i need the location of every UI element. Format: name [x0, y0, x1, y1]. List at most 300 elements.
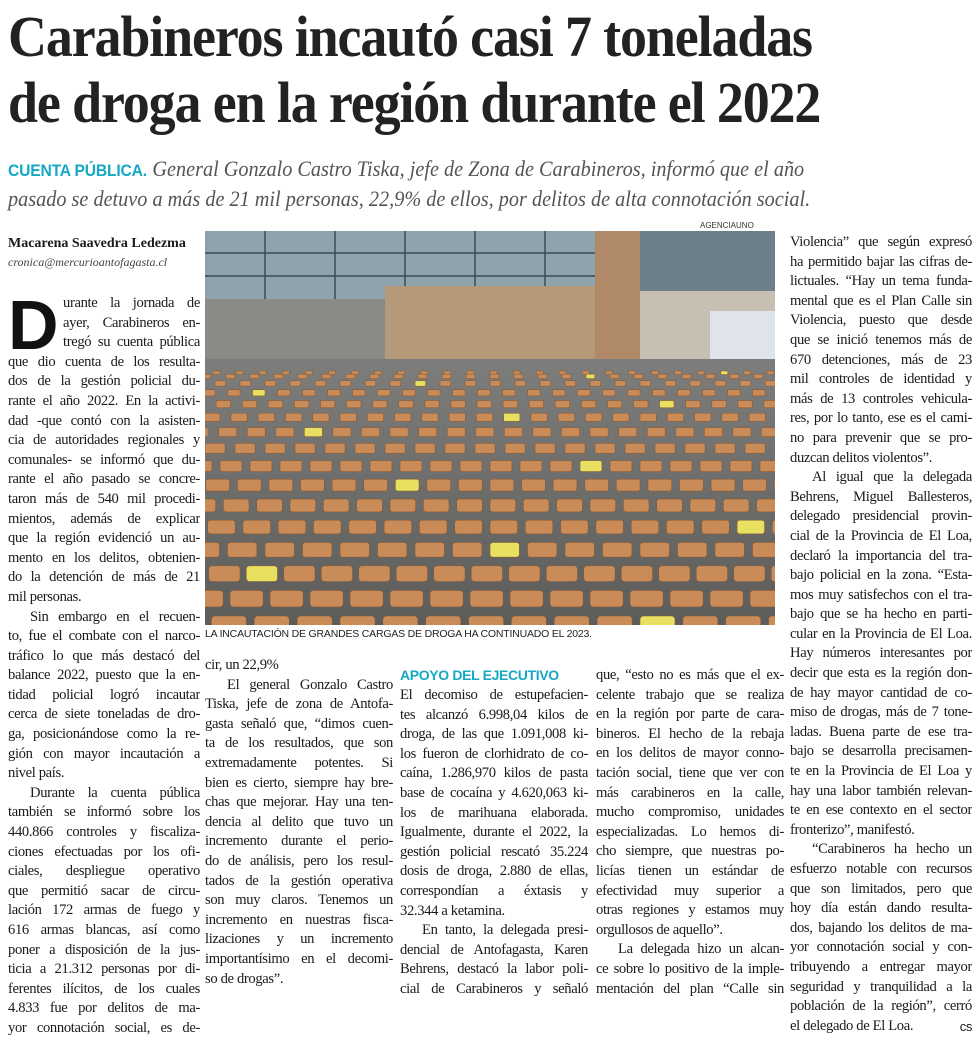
text-line: base de cocaína y 4.620,063 ki-: [400, 784, 588, 801]
drug-package: [757, 499, 775, 512]
drug-package: [767, 371, 774, 375]
drug-package: [558, 413, 574, 421]
drug-package: [400, 461, 422, 472]
drug-package: [710, 590, 743, 607]
text-line: ferentes ilícitos, de los cuales: [8, 980, 200, 997]
drug-package: [395, 413, 411, 421]
drug-package: [415, 443, 435, 453]
drug-package: [640, 413, 656, 421]
text-line: cial de la Provincia de El Loa,: [790, 527, 972, 544]
drug-package: [205, 374, 211, 378]
drug-package: [679, 479, 703, 491]
drug-package: [247, 428, 265, 437]
drug-package: [702, 520, 730, 534]
drug-package: [754, 374, 763, 378]
drug-package: [723, 499, 749, 512]
text-line: rante el año pasado se concre-: [8, 471, 200, 488]
drug-package: [740, 381, 751, 386]
drug-package: [648, 479, 672, 491]
drug-package: [750, 590, 775, 607]
text-line: declaró la importancia del tra-: [790, 547, 972, 564]
drug-package: [685, 443, 705, 453]
drug-package: [550, 590, 583, 607]
drug-package: [753, 390, 766, 396]
drug-package: [253, 390, 266, 396]
text-line: mientos, además de explicar: [8, 510, 200, 527]
drug-package: [298, 374, 307, 378]
drug-package: [469, 616, 504, 625]
drug-package: [205, 542, 219, 557]
drug-package: [578, 390, 591, 396]
text-line: Behrens, Miguel Ballesteros,: [790, 488, 972, 505]
text-line: rante el año 2022. En la activi-: [8, 392, 200, 409]
drug-package: [205, 461, 212, 472]
drug-package: [332, 479, 356, 491]
drug-package: [631, 520, 659, 534]
drug-package: [595, 443, 615, 453]
text-line: Igualmente, durante el 2022, la: [400, 824, 588, 841]
drug-package: [613, 413, 629, 421]
text-line: especializadas. Lo hemos di-: [596, 823, 784, 840]
drug-package: [445, 443, 465, 453]
drug-package: [478, 390, 491, 396]
drug-package: [297, 616, 332, 625]
drug-package: [470, 590, 503, 607]
article-column-5: [790, 233, 972, 1036]
author-name: Macarena Saavedra Ledezma: [8, 236, 186, 251]
drug-package: [590, 590, 623, 607]
drug-package: [630, 590, 663, 607]
article-photo: [205, 231, 775, 625]
drug-package: [395, 479, 419, 491]
drug-package: [665, 381, 676, 386]
drug-package: [520, 461, 542, 472]
drug-package: [268, 401, 282, 408]
drug-package: [440, 381, 451, 386]
drug-package: [434, 566, 465, 582]
drug-package: [753, 542, 776, 557]
text-line: 32.344 a ketamina.: [400, 902, 505, 919]
drug-package: [749, 413, 765, 421]
drug-package: [715, 443, 735, 453]
text-line: delegado presidencial provin-: [790, 508, 972, 525]
text-line: comunales- se informó que du-: [8, 451, 200, 468]
text-line: El general Gonzalo Castro: [227, 676, 393, 693]
text-line: que son limitados, pero que: [790, 880, 972, 897]
text-line: más carabineros en la calle,: [596, 784, 784, 801]
text-line: Sin embargo en el recuen-: [30, 608, 200, 625]
drug-package: [243, 520, 271, 534]
text-line: bineros. El hecho de la rebaja: [596, 725, 784, 742]
drug-package: [476, 428, 494, 437]
drug-package: [237, 479, 261, 491]
drug-package: [633, 401, 647, 408]
text-line: mental que es el Plan Calle sin: [790, 292, 972, 309]
drug-package: [690, 499, 716, 512]
drug-package: [373, 401, 387, 408]
drug-package: [562, 374, 571, 378]
lead-line-1: General Gonzalo Castro Tiska, jefe de Zona de Carabineros, informó que el año: [152, 156, 805, 181]
drug-package: [490, 381, 501, 386]
text-line: gasta señaló que, “dimos cuen-: [205, 715, 393, 732]
drug-package: [240, 381, 251, 386]
text-line: seguridad y tranquilidad a la: [790, 978, 972, 995]
drug-package: [610, 374, 619, 378]
drug-package: [284, 566, 315, 582]
headline-line-1: Carabineros incautó casi 7 toneladas: [8, 4, 812, 69]
drug-package: [457, 499, 483, 512]
drug-package: [265, 381, 276, 386]
drug-package: [490, 461, 512, 472]
drug-package: [510, 590, 543, 607]
drug-package: [584, 566, 615, 582]
drug-package: [726, 616, 761, 625]
drug-package: [540, 381, 551, 386]
drug-package: [205, 590, 223, 607]
text-line: esfuerzo notable con recursos: [790, 861, 972, 877]
drug-package: [399, 401, 413, 408]
drug-package: [313, 413, 329, 421]
drug-package: [503, 390, 516, 396]
photo-caption: LA INCAUTACIÓN DE GRANDES CARGAS DE DROGA HA CONTINUADO EL 2023.: [205, 628, 592, 640]
drug-package: [415, 542, 444, 557]
drug-package: [628, 371, 635, 375]
drug-package: [209, 566, 240, 582]
photo-credit: AGENCIAUNO: [700, 221, 754, 230]
drug-package: [658, 374, 667, 378]
drug-package: [490, 479, 514, 491]
drug-package: [607, 401, 621, 408]
drug-package: [764, 401, 775, 408]
drug-package: [505, 443, 525, 453]
text-line: El decomiso de estupefacien-: [400, 687, 588, 703]
drug-package: [211, 616, 246, 625]
drug-package: [655, 443, 675, 453]
drug-package: [384, 520, 412, 534]
text-line: cular en la Provincia de El Loa.: [790, 625, 972, 642]
text-line: efectividad muy superior a: [596, 882, 784, 899]
text-line: decir que esta es la región don-: [790, 665, 972, 682]
drug-package: [623, 499, 649, 512]
text-line: hay una labor también relevan-: [790, 782, 972, 799]
lead-kicker: CUENTA PÚBLICA.: [8, 161, 147, 180]
drug-package: [228, 542, 257, 557]
drug-package: [396, 566, 427, 582]
drug-package: [553, 479, 577, 491]
text-line: En tanto, la delegada presi-: [422, 922, 588, 939]
drug-package: [361, 428, 379, 437]
text-line: correspondían a éxtasis y: [400, 882, 588, 899]
drug-package: [621, 566, 652, 582]
drug-package: [278, 390, 291, 396]
drug-package: [765, 381, 775, 386]
drug-package: [733, 428, 751, 437]
drug-package: [355, 443, 375, 453]
drug-package: [712, 401, 726, 408]
drug-package: [514, 374, 523, 378]
byline: [8, 236, 203, 270]
drug-package: [529, 401, 543, 408]
drug-package: [323, 499, 349, 512]
drug-package: [703, 390, 716, 396]
drug-package: [276, 428, 294, 437]
text-line: dos de la gestión policial du-: [8, 373, 200, 390]
drug-package: [328, 390, 341, 396]
text-line: son muy claros. Tenemos un: [205, 892, 393, 909]
text-line: mil controles de identidad y: [790, 371, 972, 388]
drug-package: [394, 374, 403, 378]
drug-package: [220, 461, 242, 472]
drug-package: [349, 520, 377, 534]
drug-package: [769, 616, 775, 625]
drug-package: [290, 381, 301, 386]
text-line: tación social, tiene que ver con: [596, 764, 784, 781]
text-line: Tiska, jefe de zona de Antofa-: [205, 696, 393, 713]
end-mark-icon: cs: [959, 1018, 972, 1034]
text-line: cerca de siete toneladas de dro-: [8, 706, 200, 723]
drug-package: [715, 542, 744, 557]
drug-package: [206, 479, 230, 491]
text-line: los fueron de clorhidrato de co-: [400, 745, 588, 762]
drug-package: [509, 566, 540, 582]
drug-package: [590, 428, 608, 437]
drug-package: [418, 374, 427, 378]
text-line: bajo que se ha hecho en parti-: [790, 606, 972, 623]
drug-package: [490, 542, 519, 557]
text-line: ha permitido bajar las cifras de-: [790, 253, 972, 270]
text-line: extremadamente potentes. Si: [205, 754, 393, 771]
drug-package: [325, 443, 345, 453]
drug-package: [682, 374, 691, 378]
drug-package: [590, 381, 601, 386]
drug-package: [565, 443, 585, 453]
drug-package: [555, 401, 569, 408]
drug-package: [610, 461, 632, 472]
drug-package: [476, 413, 492, 421]
drug-package: [640, 381, 651, 386]
text-line: también se informó sobre los: [8, 804, 200, 821]
drug-package: [403, 390, 416, 396]
drug-package: [745, 443, 765, 453]
drug-package: [528, 390, 541, 396]
text-line: mos muy satisfechos con el tra-: [790, 586, 972, 603]
text-line: La delegada hizo un alcan-: [618, 941, 784, 958]
drug-package: [538, 374, 547, 378]
drug-package: [774, 479, 775, 491]
text-line: 440.866 controles y fiscaliza-: [8, 824, 200, 841]
drug-package: [553, 390, 566, 396]
drug-package: [597, 616, 632, 625]
text-line: que permitió sacar de circu-: [8, 882, 200, 899]
drug-package: [460, 461, 482, 472]
text-line: en la región por parte de cara-: [596, 706, 784, 723]
drug-package: [359, 566, 390, 582]
drug-package: [205, 428, 208, 437]
drug-package: [730, 461, 752, 472]
text-line: Al igual que la delegada: [812, 469, 972, 486]
drug-package: [666, 520, 694, 534]
drug-package: [301, 479, 325, 491]
drug-package: [772, 520, 775, 534]
drug-package: [511, 616, 546, 625]
drug-package: [686, 401, 700, 408]
drug-package: [657, 499, 683, 512]
text-line: lizaciones y un incremento: [205, 931, 393, 948]
drop-cap: D: [8, 286, 59, 364]
drug-package: [523, 499, 549, 512]
drug-package: [278, 520, 306, 534]
drug-package: [451, 401, 465, 408]
text-line: Violencia, puesto que desde: [790, 312, 972, 329]
drug-package: [475, 443, 495, 453]
drug-package: [367, 413, 383, 421]
drug-package: [698, 371, 705, 375]
text-line: más de 13 controles vehicula-: [790, 390, 972, 407]
drug-package: [525, 520, 553, 534]
drug-package: [259, 371, 266, 375]
drug-package: [208, 520, 236, 534]
text-line: que se inició tenemos más de: [790, 331, 972, 348]
drug-package: [700, 461, 722, 472]
text-line: licías tienen un estándar de: [596, 862, 784, 879]
author-email: cronica@mercurioantofagasta.cl: [8, 255, 168, 269]
drug-package: [378, 390, 391, 396]
drug-package: [670, 590, 703, 607]
article-column-2: [205, 656, 393, 989]
drug-package: [347, 401, 361, 408]
drug-package: [415, 381, 426, 386]
drug-package: [652, 371, 659, 375]
drug-package: [353, 390, 366, 396]
text-line: dos, bajando los delitos de ma-: [790, 919, 972, 936]
drug-package: [634, 374, 643, 378]
drug-package: [653, 390, 666, 396]
text-line: hoy día están dando resulta-: [790, 900, 972, 917]
drug-package: [455, 520, 483, 534]
drug-package: [390, 428, 408, 437]
text-line: población de la región”, cerró: [790, 998, 972, 1015]
drug-package: [615, 381, 626, 386]
drug-package: [321, 566, 352, 582]
drug-package: [205, 499, 216, 512]
text-line: cia de autoridades regionales y: [8, 432, 200, 449]
text-line: cir, un 22,9%: [205, 657, 279, 673]
drug-package: [282, 371, 289, 375]
text-line: importantísimo en el decomi-: [205, 950, 393, 967]
drug-package: [557, 499, 583, 512]
text-line: fronterizo”, manifestó.: [790, 821, 915, 838]
text-line: ga, posicionándose como la re-: [8, 726, 200, 743]
drug-package: [490, 520, 518, 534]
drug-package: [290, 499, 316, 512]
text-line: 670 detenciones, más de 23: [790, 351, 972, 368]
drug-package: [320, 401, 334, 408]
text-line: chas que mejorar. Hay una ten-: [205, 794, 393, 811]
drug-package: [340, 381, 351, 386]
drug-package: [466, 374, 475, 378]
text-line: de hay mayor cantidad de co-: [790, 684, 972, 701]
text-line: otras regiones y estamos muy: [596, 902, 784, 919]
text-line: yor connotación social, es de-: [8, 1019, 200, 1036]
drug-package: [675, 371, 682, 375]
drug-package: [670, 461, 692, 472]
drug-package: [228, 390, 241, 396]
drug-package: [585, 479, 609, 491]
drug-package: [230, 590, 263, 607]
drug-package: [565, 542, 594, 557]
text-line: poner a disposición de la jus-: [8, 941, 200, 958]
drug-package: [269, 479, 293, 491]
article-column-3: [400, 666, 588, 1000]
drug-package: [515, 381, 526, 386]
text-line: no para prevenir que se pro-: [790, 429, 972, 446]
text-line: el delegado de El Loa. cs: [790, 1017, 972, 1037]
text-line: tribuyendo a entregar mayor: [790, 958, 972, 975]
drug-package: [231, 413, 247, 421]
drug-package: [310, 461, 332, 472]
article-column-1: [8, 286, 200, 1039]
drug-package: [422, 413, 438, 421]
drug-package: [254, 616, 289, 625]
drug-package: [246, 566, 277, 582]
drug-package: [304, 428, 322, 437]
text-line: en los delitos de mayor conno-: [596, 745, 784, 762]
drug-package: [458, 479, 482, 491]
drug-package: [504, 413, 520, 421]
drug-package: [419, 520, 447, 534]
text-line: celente trabajo que se realiza: [596, 686, 784, 703]
text-line: “Carabineros ha hecho un: [812, 841, 972, 858]
drug-package: [580, 461, 602, 472]
drug-package: [715, 381, 726, 386]
drug-package: [215, 381, 226, 386]
text-line: mil personas.: [8, 588, 82, 605]
text-line: bajo se desarrolla precisamen-: [790, 743, 972, 760]
drug-package: [425, 401, 439, 408]
drug-package: [226, 374, 235, 378]
text-line: mento en los delitos, obtenien-: [8, 549, 200, 566]
text-line: nivel país.: [8, 765, 65, 782]
drug-package: [722, 413, 738, 421]
text-line: Violencia” que según expresó: [790, 234, 972, 250]
text-line: mucho compromiso, unidades: [596, 804, 784, 821]
drug-package: [442, 374, 451, 378]
drug-package: [419, 428, 437, 437]
text-line: tregó su cuenta pública: [63, 334, 200, 351]
drug-package: [531, 413, 547, 421]
drug-package: [205, 390, 215, 396]
drug-package: [676, 428, 694, 437]
text-line: bajo policial en la zona. “Esta-: [790, 567, 972, 584]
text-line: que dio cuenta de los resulta-: [8, 353, 200, 370]
drug-package: [490, 499, 516, 512]
drug-package: [550, 461, 572, 472]
drug-package: [640, 542, 669, 557]
text-line: Hay números interesantes por: [790, 645, 972, 662]
drug-package: [383, 616, 418, 625]
text-line: urante la jornada de: [63, 295, 200, 311]
drug-package: [295, 443, 315, 453]
text-line: balance 2022, puesto que la en-: [8, 667, 200, 684]
drug-package: [219, 428, 237, 437]
drug-package: [430, 590, 463, 607]
text-line: Behrens, destacó la labor poli-: [400, 961, 588, 978]
text-line: ce sobre lo positivo de la imple-: [596, 960, 784, 977]
text-line: tráfico lo que más destacó del: [8, 647, 200, 664]
text-line: ticia a 21.312 personas por di-: [8, 961, 200, 978]
text-line: cial de Carabineros y señaló: [400, 980, 588, 997]
drug-package: [350, 590, 383, 607]
